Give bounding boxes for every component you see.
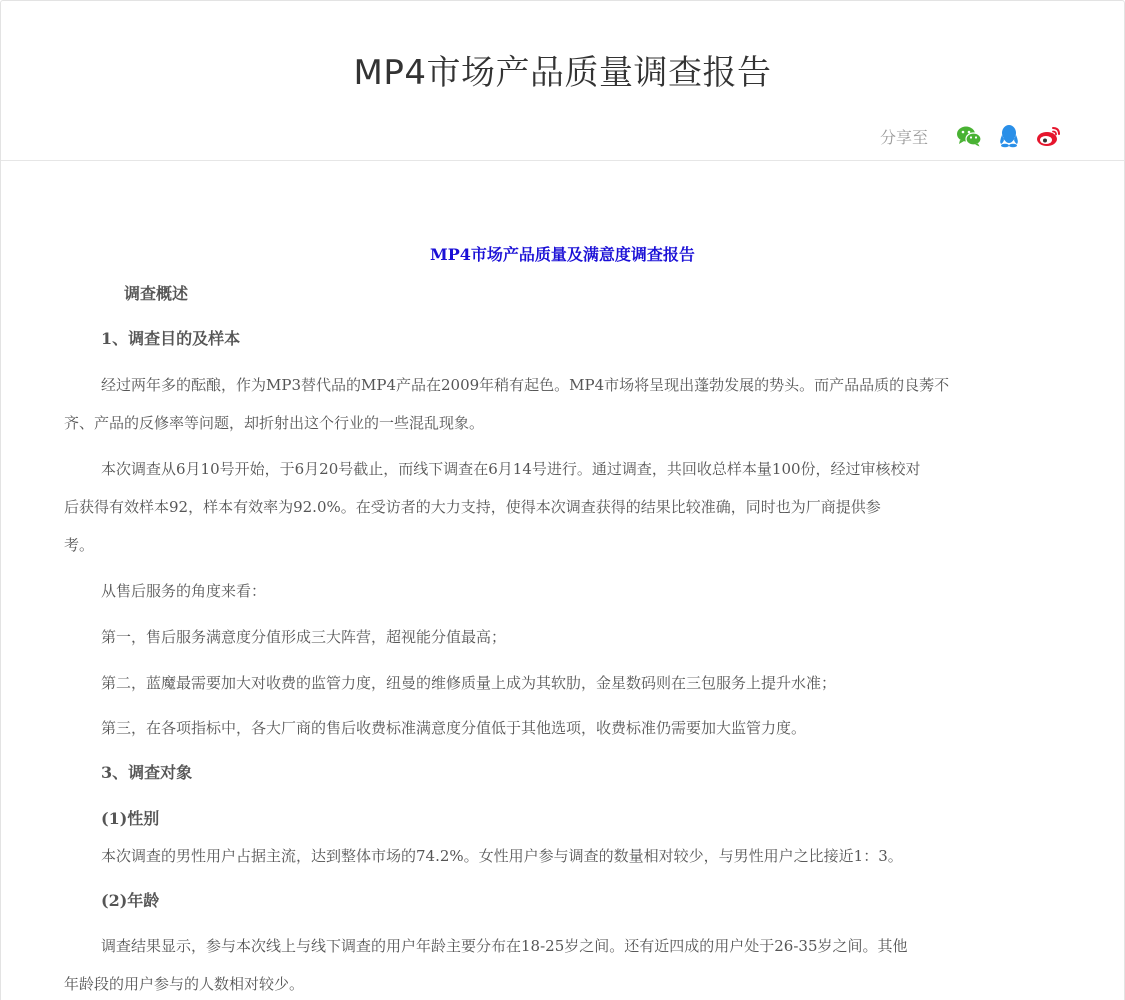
paragraph-line: 考。 — [64, 536, 95, 554]
overview-heading: 调查概述 — [124, 284, 189, 303]
article-body — [1, 161, 1124, 1000]
subheading-gender: (1)性别 — [101, 809, 160, 828]
paragraph-line: 调查结果显示，参与本次线上与线下调查的用户年龄主要分布在18-25岁之间。还有近四成的用户处于26-35岁之间。其他 — [101, 937, 908, 955]
paragraph-line: 后获得有效样本92，样本有效率为92.0%。在受访者的大力支持，使得本次调查获得的结果比较准确，同时也为厂商提供参 — [64, 498, 881, 516]
qq-icon[interactable] — [996, 123, 1022, 149]
paragraph-line: 本次调查的男性用户占据主流，达到整体市场的74.2%。女性用户参与调查的数量相对较少，与男性用户之比接近1：3。 — [101, 847, 903, 865]
paragraph-line: 本次调查从6月10号开始，于6月20号截止，而线下调查在6月14号进行。通过调查，共回收总样本量100份，经过审核校对 — [101, 460, 921, 478]
section-heading-purpose: 1、调查目的及样本 — [101, 329, 241, 348]
weibo-icon[interactable] — [1036, 123, 1062, 149]
paragraph-line: 年龄段的用户参与的人数相对较少。 — [64, 975, 305, 993]
page-header — [1, 1, 1124, 161]
paragraph-line: 经过两年多的酝酿，作为MP3替代品的MP4产品在2009年稍有起色。MP4市场将呈现出蓬勃发展的势头。而产品品质的良莠不 — [101, 376, 950, 394]
paragraph-line: 第二，蓝魔最需要加大对收费的监管力度，纽曼的维修质量上成为其软肋，金星数码则在三包服务上提升水准； — [101, 674, 837, 692]
page-title: MP4市场产品质量调查报告 — [353, 53, 772, 93]
subheading-age: (2)年龄 — [101, 891, 160, 910]
paragraph-line: 齐、产品的反修率等问题，却折射出这个行业的一些混乱现象。 — [64, 414, 485, 432]
paragraph-line: 第三，在各项指标中，各大厂商的售后收费标准满意度分值低于其他选项，收费标准仍需要加大监管力度。 — [101, 719, 807, 737]
share-label: 分享至 — [879, 127, 928, 147]
share-bar — [880, 121, 1062, 151]
wechat-icon[interactable] — [956, 123, 982, 149]
section-heading-subjects: 3、调查对象 — [101, 763, 193, 782]
paragraph-line: 从售后服务的角度来看： — [101, 582, 267, 600]
document-title: MP4市场产品质量及满意度调查报告 — [430, 245, 695, 264]
paragraph-line: 第一，售后服务满意度分值形成三大阵营，超视能分值最高； — [101, 628, 507, 646]
